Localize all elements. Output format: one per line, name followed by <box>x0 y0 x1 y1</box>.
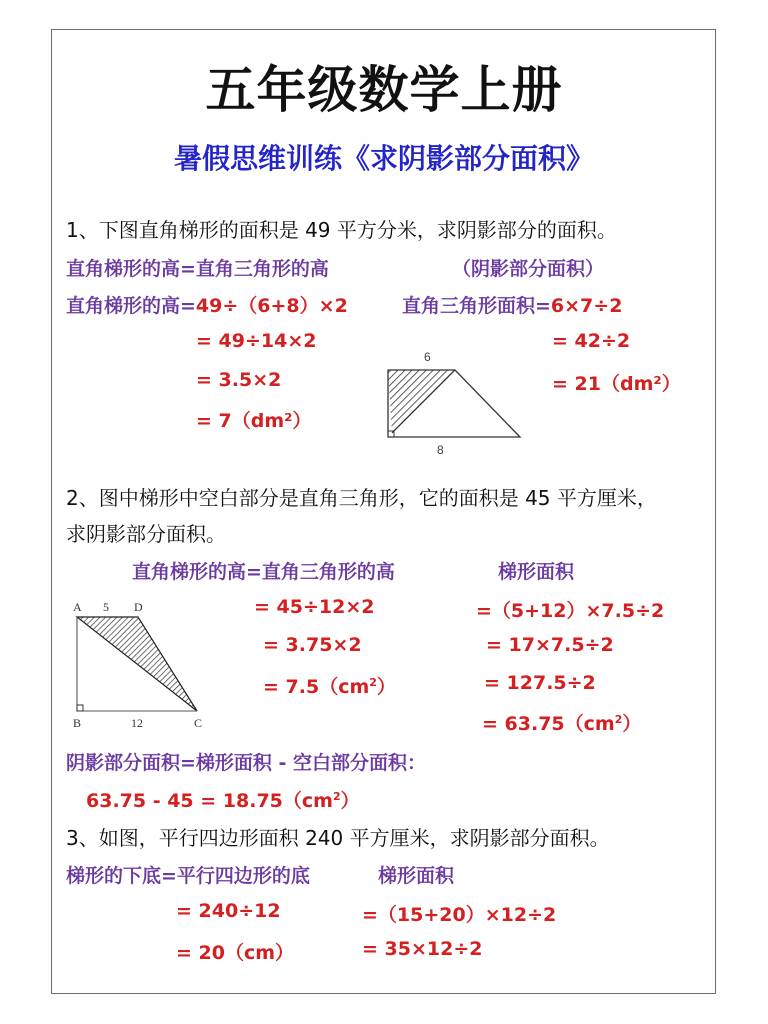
vertex-b-label: B <box>73 716 82 730</box>
problem2-question-line1: 2、图中梯形中空白部分是直角三角形，它的面积是 45 平方厘米， <box>66 486 657 510</box>
problem1-height-label: 直角梯形的高= <box>66 295 196 317</box>
problem2-height-step-1: = 3.75×2 <box>263 634 362 656</box>
problem1-height-step-1: = 49÷14×2 <box>196 330 317 352</box>
problem1-left-heading: 直角梯形的高=直角三角形的高 <box>66 258 329 280</box>
problem1-trapezoid-diagram <box>380 345 530 460</box>
problem1-height-step-3: = 7（dm²） <box>196 410 312 432</box>
unit-close: ） <box>340 790 360 812</box>
unit-sup: 2 <box>332 790 341 803</box>
problem2-shaded-result: 63.75 - 45 = 18.75（cm <box>86 790 333 812</box>
problem2-area-step-0: =（5+12）×7.5÷2 <box>476 600 665 622</box>
problem2-trapezoid-diagram <box>65 595 215 735</box>
problem1-area-step-2: = 21（dm²） <box>552 373 681 395</box>
problem1-bottom-label: 8 <box>437 443 444 457</box>
problem1-area-label: 直角三角形面积= <box>402 295 551 317</box>
problem2-top-label: 5 <box>103 600 109 614</box>
shaded-triangle <box>77 617 197 711</box>
unit-close: ） <box>622 713 642 735</box>
problem2-shaded-result-line <box>86 786 360 813</box>
problem3-area-step-0: =（15+20）×12÷2 <box>362 904 557 926</box>
vertex-a-label: A <box>73 600 82 614</box>
problem2-question-line2: 求阴影部分面积。 <box>66 522 226 546</box>
problem1-area-line <box>402 291 622 318</box>
problem3-area-step-1: = 35×12÷2 <box>362 938 483 960</box>
problem1-area-step-0: 6×7÷2 <box>550 295 623 317</box>
vertex-c-label: C <box>194 716 203 730</box>
problem2-height-step-0: = 45÷12×2 <box>254 596 375 618</box>
unit-close: ） <box>376 676 396 698</box>
problem1-area-step-1: = 42÷2 <box>552 330 631 352</box>
page-subtitle: 暑假思维训练《求阴影部分面积》 <box>173 142 594 175</box>
problem1-question: 1、下图直角梯形的面积是 49 平方分米，求阴影部分的面积。 <box>66 218 617 242</box>
problem1-height-step-2: = 3.5×2 <box>196 369 282 391</box>
problem3-base-step-0: = 240÷12 <box>176 900 281 922</box>
problem2-left-heading: 直角梯形的高=直角三角形的高 <box>132 561 395 583</box>
problem3-right-heading: 梯形面积 <box>378 865 455 887</box>
unit-sup: 2 <box>614 713 623 726</box>
problem1-height-line <box>66 291 348 318</box>
problem2-shaded-heading: 阴影部分面积=梯形面积 - 空白部分面积： <box>66 752 427 774</box>
problem3-left-heading: 梯形的下底=平行四边形的底 <box>66 865 310 887</box>
problem2-area-step-1: = 17×7.5÷2 <box>486 634 614 656</box>
problem1-top-label: 6 <box>424 350 431 364</box>
unit-sup: 2 <box>369 676 377 689</box>
problem1-right-heading: （阴影部分面积） <box>452 258 605 280</box>
problem2-area-step-2: = 127.5÷2 <box>484 672 596 694</box>
problem2-area-step-3: = 63.75（cm <box>482 713 615 735</box>
vertex-d-label: D <box>134 600 143 614</box>
problem3-question: 3、如图，平行四边形面积 240 平方厘米，求阴影部分面积。 <box>66 826 610 850</box>
problem2-height-step-2: = 7.5（cm <box>263 676 370 698</box>
problem1-height-step-0: 49÷（6+8）×2 <box>195 295 348 317</box>
problem2-height-step-2-line <box>263 672 396 699</box>
problem2-bottom-label: 12 <box>131 716 143 730</box>
problem2-right-heading: 梯形面积 <box>498 561 575 583</box>
page-title: 五年级数学上册 <box>205 60 563 119</box>
problem3-base-step-1: = 20（cm） <box>176 942 295 964</box>
problem2-area-step-3-line <box>482 709 641 736</box>
